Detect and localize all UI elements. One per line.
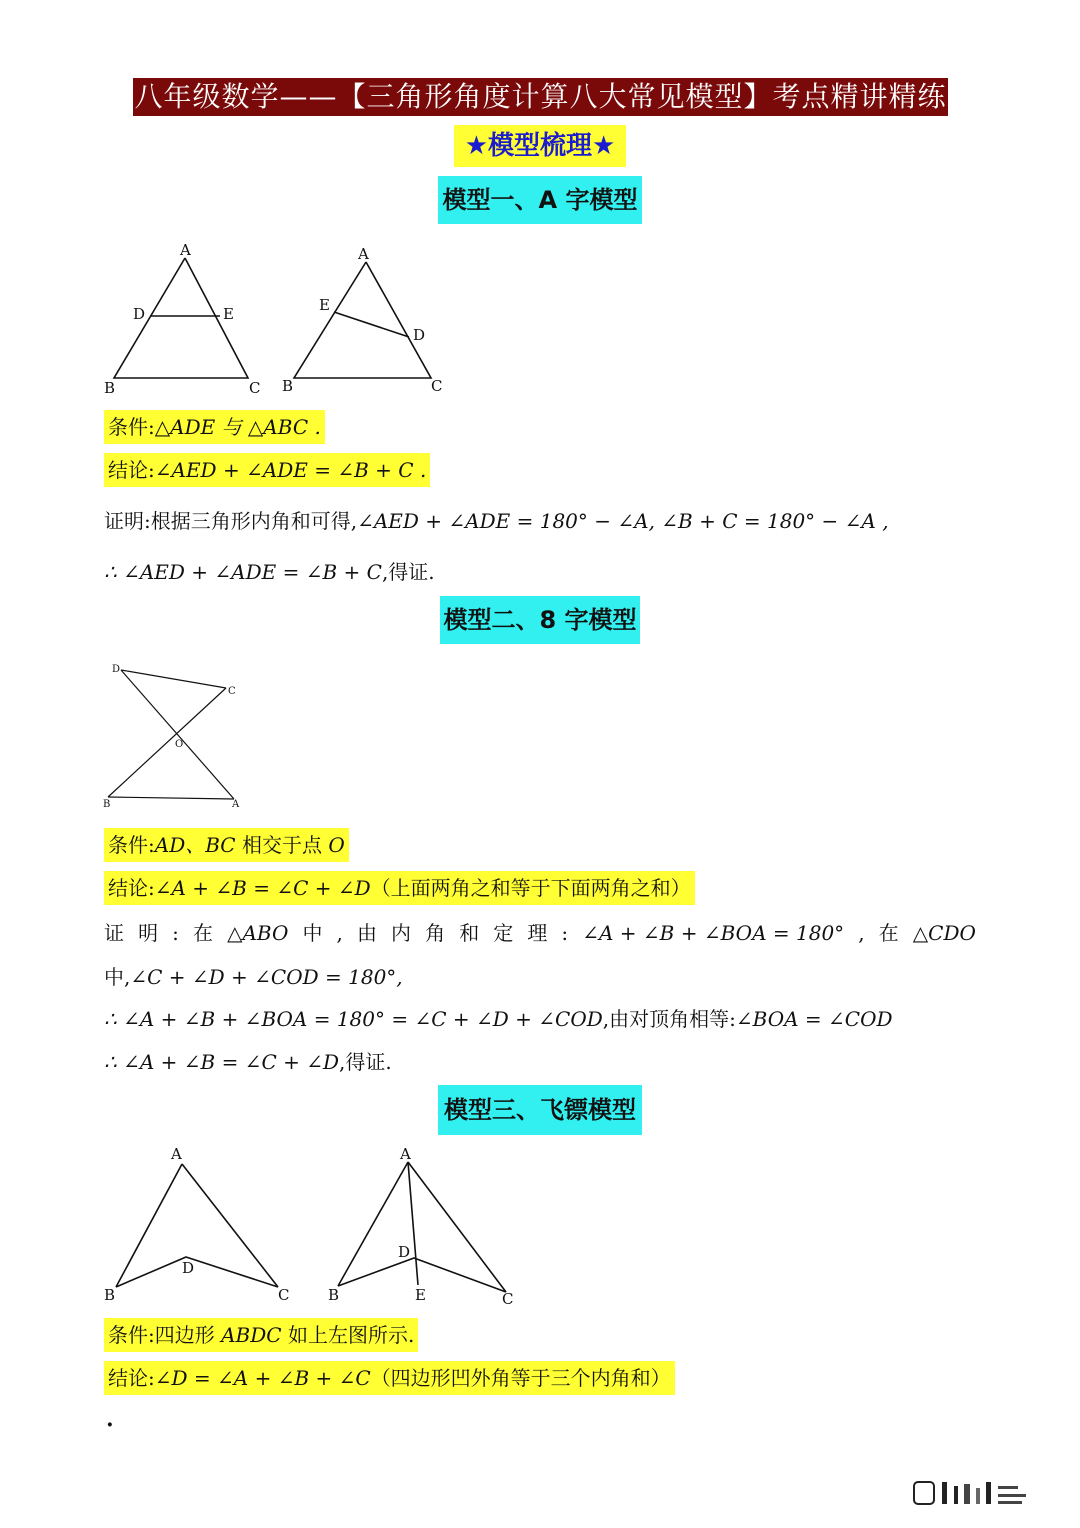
- fig1-label-d: D: [133, 305, 146, 323]
- model2-proof-line4: ∴ ∠A + ∠B = ∠C + ∠D,得证.: [104, 1050, 392, 1074]
- model1-heading: 模型一、A 字模型: [438, 176, 642, 224]
- model3-figure-right: [320, 1140, 530, 1310]
- model3-figure-left: [96, 1140, 296, 1306]
- fig5-label-c: C: [502, 1290, 514, 1308]
- model3-conclusion: 结论:∠D = ∠A + ∠B + ∠C（四边形凹外角等于三个内角和）: [104, 1361, 675, 1395]
- model3-heading: 模型三、飞镖模型: [438, 1085, 642, 1135]
- model1-proof-line2: ∴ ∠AED + ∠ADE = ∠B + C,得证.: [104, 560, 435, 584]
- fig5-label-b: B: [328, 1286, 340, 1304]
- fig1-label-b: B: [104, 379, 116, 397]
- fig1-label-a: A: [180, 241, 191, 259]
- page-subtitle: ★模型梳理★: [454, 125, 626, 167]
- fig4-label-c: C: [278, 1286, 290, 1304]
- fig1-label-e: E: [223, 305, 234, 323]
- fig4-label-a: A: [171, 1145, 182, 1163]
- model1-figure-left: [96, 236, 276, 398]
- fig3-label-c: C: [228, 686, 236, 697]
- watermark-icon: [912, 1478, 1062, 1508]
- fig3-label-a: A: [232, 799, 240, 810]
- model2-condition: 条件:AD、BC 相交于点 O: [104, 828, 349, 862]
- fig5-label-a: A: [400, 1145, 411, 1163]
- model1-proof-line1: 证明:根据三角形内角和可得,∠AED + ∠ADE = 180° − ∠A, ∠B + C = 180° − ∠A ,: [104, 509, 889, 533]
- model2-figure: [98, 658, 248, 810]
- model1-figure-right: [276, 240, 456, 398]
- fig1-label-c: C: [249, 379, 261, 397]
- fig2-label-c: C: [431, 377, 443, 395]
- model2-proof-line1: 证 明 : 在 △ABO 中 , 由 内 角 和 定 理 : ∠A + ∠B + ∠BOA = 180° , 在 △CDO: [104, 921, 976, 945]
- model2-heading: 模型二、8 字模型: [440, 596, 640, 644]
- fig4-label-b: B: [104, 1286, 116, 1304]
- fig5-label-d: D: [398, 1243, 411, 1261]
- model2-proof-line2: 中,∠C + ∠D + ∠COD = 180°,: [104, 965, 403, 989]
- fig3-label-d: D: [112, 664, 121, 675]
- fig4-label-d: D: [182, 1259, 195, 1277]
- model2-conclusion: 结论:∠A + ∠B = ∠C + ∠D（上面两角之和等于下面两角之和）: [104, 871, 695, 905]
- model2-proof-line3: ∴ ∠A + ∠B + ∠BOA = 180° = ∠C + ∠D + ∠COD,由对顶角相等:∠BOA = ∠COD: [104, 1007, 893, 1031]
- fig2-label-a: A: [358, 245, 369, 263]
- page-title: 八年级数学——【三角形角度计算八大常见模型】考点精讲精练: [133, 78, 948, 116]
- fig3-label-b: B: [103, 799, 111, 810]
- fig5-label-e: E: [415, 1286, 426, 1304]
- fig2-label-b: B: [282, 377, 294, 395]
- model3-condition: 条件:四边形 ABDC 如上左图所示.: [104, 1318, 418, 1352]
- fig3-label-o: O: [175, 739, 184, 750]
- fig2-label-e: E: [319, 296, 330, 314]
- model1-condition: 条件:△ADE 与 △ABC .: [104, 410, 325, 444]
- fig2-label-d: D: [413, 326, 426, 344]
- trailing-dot: ·: [106, 1412, 114, 1438]
- model1-conclusion: 结论:∠AED + ∠ADE = ∠B + C .: [104, 453, 430, 487]
